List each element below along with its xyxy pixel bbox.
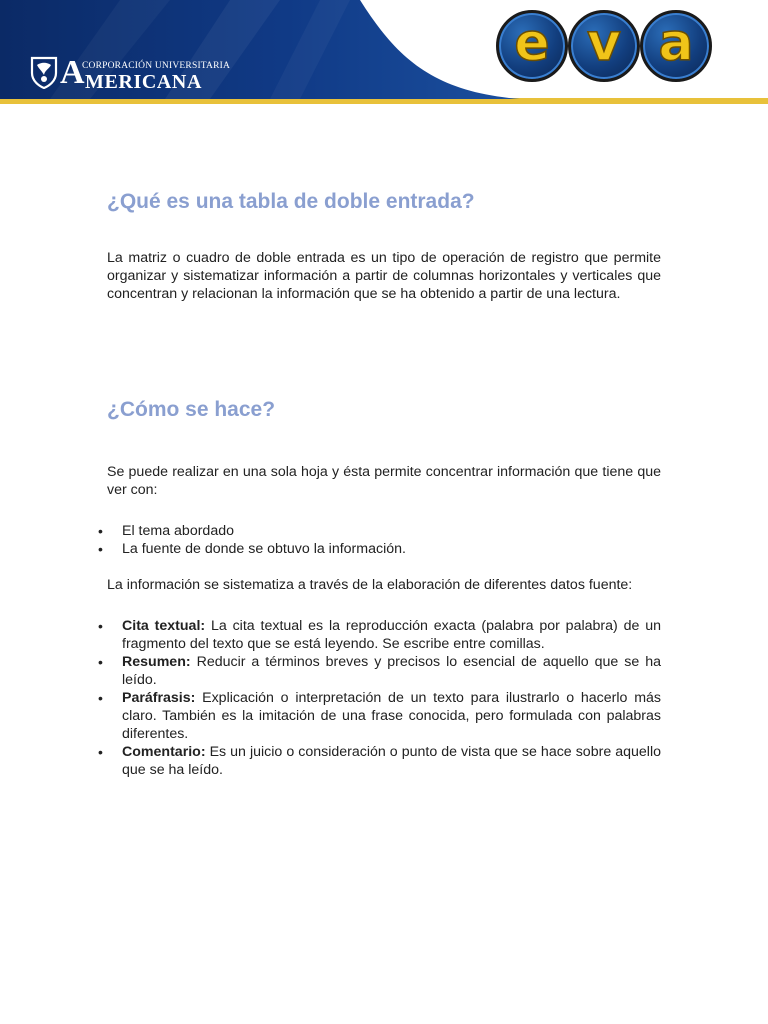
eva-badge-e — [496, 10, 568, 82]
data-source-list — [107, 617, 661, 779]
list-item — [107, 689, 661, 743]
eva-letter-e: e — [514, 13, 550, 73]
logo-subtitle: CORPORACIÓN UNIVERSITARIA — [82, 61, 231, 71]
list-item — [107, 743, 661, 779]
shield-icon — [30, 55, 58, 89]
logo-title: MERICANA — [85, 71, 203, 93]
term-cita-textual: Cita textual: — [122, 618, 206, 634]
definition-text: La cita textual es la reproducción exacta (palabra por palabra) de un fragmento del texto que se está leyendo. Se escribe entre comillas. — [122, 618, 661, 652]
term-comentario: Comentario: — [122, 744, 206, 760]
topic-list — [107, 522, 661, 558]
eva-logo — [496, 10, 710, 82]
list-item — [107, 540, 661, 558]
term-parafrasis: Paráfrasis: — [122, 690, 196, 706]
eva-badge-v — [568, 10, 640, 82]
list-item — [107, 653, 661, 689]
logo-initial: A — [60, 54, 85, 91]
eva-badge-a — [640, 10, 712, 82]
list-item — [107, 522, 661, 540]
definition-text: Reducir a términos breves y precisos lo esencial de aquello que se ha leído. — [122, 654, 661, 688]
eva-letter-a: a — [658, 13, 694, 73]
term-resumen: Resumen: — [122, 654, 191, 670]
list-item-text: La fuente de donde se obtuvo la información. — [122, 541, 406, 557]
intro-paragraph: Se puede realizar en una sola hoja y ésta permite concentrar información que tiene que ver con: — [107, 464, 661, 498]
section-heading-what: ¿Qué es una tabla de doble entrada? — [107, 190, 475, 213]
list-item — [107, 617, 661, 653]
header-banner — [0, 0, 768, 112]
definition-text: Explicación o interpretación de un texto para ilustrarlo o hacerlo más claro. También es la imitación de una frase conocida, pero formulada con palabras diferentes. — [122, 690, 661, 742]
definition-text: Es un juicio o consideración o punto de vista que se hace sobre aquello que se ha leído. — [122, 744, 661, 778]
middle-paragraph: La información se sistematiza a través de la elaboración de diferentes datos fuente: — [107, 577, 633, 593]
section-heading-how: ¿Cómo se hace? — [107, 398, 276, 421]
eva-letter-v: v — [587, 13, 621, 73]
list-item-text: El tema abordado — [122, 523, 234, 539]
definition-paragraph: La matriz o cuadro de doble entrada es un tipo de operación de registro que permite organizar y sistematizar información a partir de columnas horizontales y verticales que concentran y relacionan la información que se ha obtenido a partir de una lectura. — [107, 250, 661, 302]
